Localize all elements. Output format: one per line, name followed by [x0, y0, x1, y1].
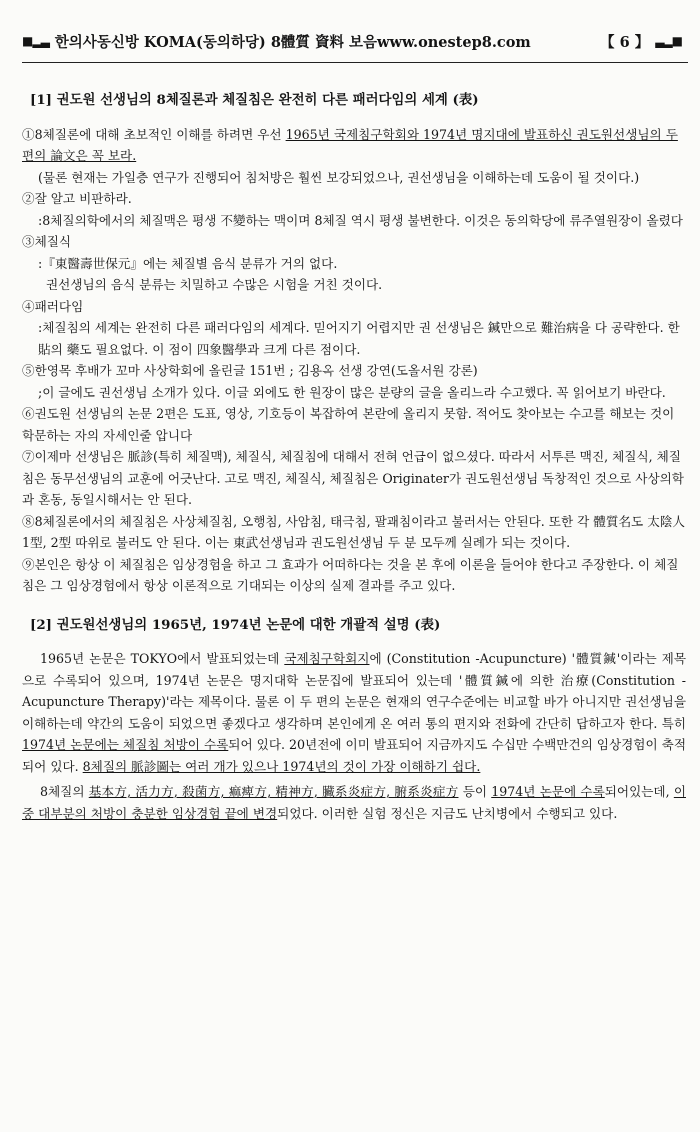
section1-title: [1] 권도원 선생님의 8체질론과 체질침은 완전히 다른 패러다임의 세계 (表) [30, 92, 479, 108]
item-marker: ④ [22, 298, 35, 314]
item-text: 이제마 선생님은 脈診(특히 체질맥), 체질식, 체질침에 대해서 전혀 언급이 없으셨다. 따라서 서투른 맥진, 체질식, 체질침은 동무선생님의 교훈에 어긋난다. 고로 맥진, 체질식, 체질침은 Originater가 권도원선생님 독창적인 것으로 사상의학과 혼동, 동일시해서는 안 된다. [22, 449, 684, 507]
underlined-run: 이중 대부분의 처방이 충분한 임상경험 끝에 변경 [22, 784, 686, 821]
underlined-run: 1974년 논문에는 체질침 처방이 수록 [22, 737, 229, 752]
text-run: 8체질의 [40, 784, 89, 799]
list-item-4 [22, 296, 686, 361]
item-text: 잘 알고 비판하라. [34, 191, 132, 206]
item-note: (물론 현재는 가일층 연구가 진행되어 침처방은 훨씬 보강되었으나, 권선생님을 이해하는데 도움이 될 것이다.) [38, 169, 640, 185]
list-item-3 [22, 231, 686, 296]
list-item-5 [22, 360, 686, 403]
item-marker: ⑦ [22, 449, 35, 464]
document-body [22, 80, 686, 828]
text-run: 에 (Constitution -Acupuncture) '體質鍼'이라는 제목으로 수록되어 있으며, 1974년 논문은 명지대학 논문집에 발표되어 있는데 '體質鍼에 의한 治療(Constitution - Acupuncture Therapy)'라는 제목이다. 물론 이 두 편의 논문은 현재의 연구수준에는 비교할 바가 아니지만 권선생님을 이해하는데 약간의 도움이 되었으면 좋겠다고 생각하며 본인에게 온 여러 통의 편지와 전화에 간단히 답하고자 한다. 특히 [22, 651, 686, 731]
item-text: 체질식 [34, 234, 72, 249]
underlined-run: 1974년 논문에 수록 [491, 784, 605, 799]
list-item-6 [22, 403, 686, 446]
underlined-run: 국제침구학회지 [284, 651, 370, 666]
item-note: :『東醫壽世保元』에는 체질별 음식 분류가 거의 없다. [38, 255, 338, 271]
list-item-8 [22, 511, 686, 554]
item-text: 8체질론에서의 체질침은 사상체질침, 오행침, 사암침, 태극침, 팔괘침이라고 불러서는 안된다. 또한 각 體質名도 太陰人 1型, 2型 따위로 불러도 안 된다. 이는 東武선생님과 권도원선생님 두 분 모두께 실례가 되는 것이다. [22, 513, 686, 550]
item-note: :체질침의 세계는 완전히 다른 패러다임의 세계다. 믿어지기 어렵지만 권 선생님은 鍼만으로 難治病을 다 공략한다. 한 貼의 藥도 필요없다. 이 점이 四象醫學과 크게 다른 점이다. [38, 320, 680, 357]
item-marker: ⑤ [22, 363, 35, 378]
item-marker: ⑨ [22, 556, 35, 572]
text-run: 되어 있다. 20년전에 이미 발표되어 지금까지도 수십만 수백만건의 임상경험이 축적되어 있다. [22, 737, 686, 774]
header-right-ornament: ▃▂■ [655, 34, 682, 48]
item-text: 권도원 선생님의 논문 2편은 도표, 영상, 기호등이 복잡하여 본란에 올리지 못함. 적어도 찾아보는 수고를 해보는 것이 학문하는 자의 자세인줄 압니다 [22, 406, 675, 443]
text-run: 되었다. 이러한 실험 정신은 지금도 난치병에서 수행되고 있다. [277, 805, 618, 821]
item-text: 본인은 항상 이 체질침은 임상경험을 하고 그 효과가 어떠하다는 것을 본 후에 이론을 들어야 한다고 주장한다. 이 체질침은 그 임상경험에서 항상 이론적으로 기대되는 이상의 실제 결과를 주고 있다. [22, 556, 679, 593]
item-text: 한영목 후배가 꼬마 사상학회에 올린글 151번 ; 김용옥 선생 강연(도올서원 강론) [34, 363, 478, 378]
item-marker: ① [22, 126, 35, 142]
item-note: ;이 글에도 권선생님 소개가 있다. 이글 외에도 한 원장이 많은 분량의 글을 올리느라 수고했다. 꼭 읽어보기 바란다. [38, 384, 666, 400]
item-note: :8체질의학에서의 체질맥은 평생 不變하는 맥이며 8체질 역시 평생 불변한다. 이것은 동의학당에 류주열원장이 올렸다 [38, 212, 683, 228]
section2-paragraph-1 [22, 648, 686, 777]
underlined-run: 8체질의 脈診圖는 여러 개가 있으나 1974년의 것이 가장 이해하기 쉽다. [82, 758, 481, 774]
item-marker: ② [22, 191, 35, 206]
text-run: 등이 [458, 784, 492, 799]
section2-paragraph-2 [22, 781, 686, 824]
list-item-9 [22, 554, 686, 597]
page-header [22, 28, 682, 54]
header-title: 한의사동신방 KOMA(동의하당) 8體質 資料 보음www.onestep8.com [54, 33, 531, 51]
item-marker: ③ [22, 234, 35, 249]
item-marker: ⑧ [22, 513, 35, 529]
text-run: 되어있는데, [604, 784, 674, 799]
item-note-2: 권선생님의 음식 분류는 치밀하고 수많은 시험을 거친 것이다. [46, 277, 383, 292]
item-underlined-text: 1965년 국제침구학회와 1974년 명지대에 발표하신 권도원선생님의 두 편의 論文은 꼭 보라. [22, 126, 678, 163]
item-text: 8체질론에 대해 초보적인 이해를 하려면 우선 [34, 126, 286, 142]
text-run: 1965년 논문은 TOKYO에서 발표되었는데 [40, 651, 285, 666]
item-marker: ⑥ [22, 406, 35, 421]
header-divider [22, 62, 688, 63]
header-left-ornament: ■▂▃ [22, 34, 49, 48]
list-item-2 [22, 188, 686, 231]
list-item-1 [22, 124, 686, 189]
list-item-7 [22, 446, 686, 511]
page-number: 【 6 】 [600, 33, 650, 51]
item-text: 패러다임 [34, 298, 84, 314]
underlined-run: 基本方, 活力方, 殺菌方, 痲痺方, 精神方, 臟系炎症方, 腑系炎症方 [88, 784, 459, 799]
section2-title: [2] 권도원선생님의 1965년, 1974년 논문에 대한 개괄적 설명 (表) [30, 616, 441, 633]
